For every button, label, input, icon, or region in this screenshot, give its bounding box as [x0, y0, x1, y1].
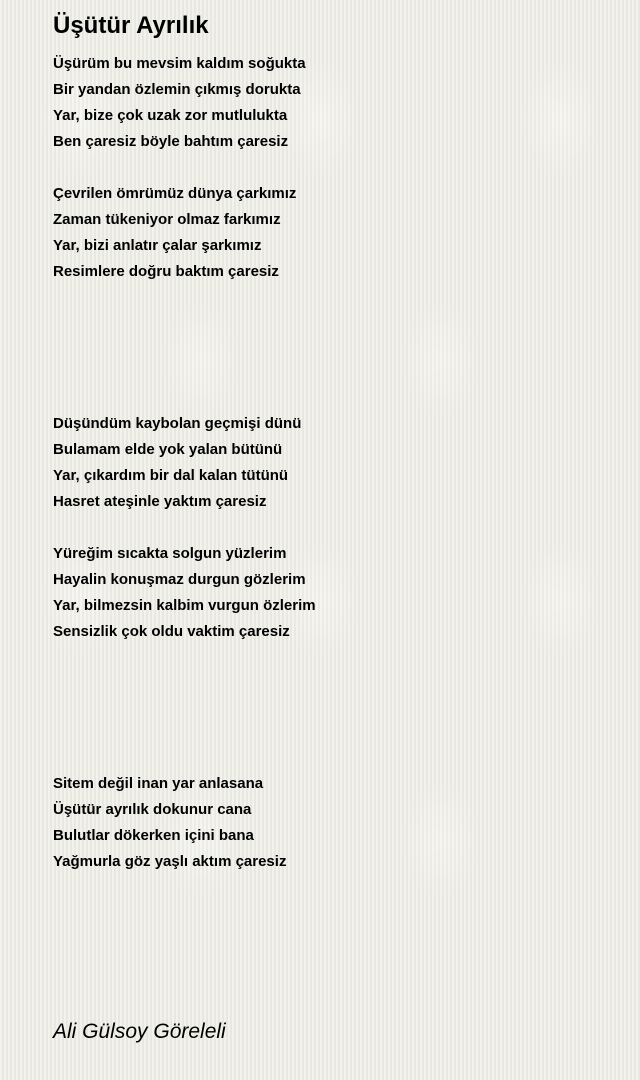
poem-line: Sensizlik çok oldu vaktim çaresiz	[53, 623, 290, 640]
poem-line: Üşütür ayrılık dokunur cana	[53, 801, 252, 818]
poem-line: Yar, bizi anlatır çalar şarkımız	[53, 237, 262, 254]
poem-line: Resimlere doğru baktım çaresiz	[53, 263, 279, 280]
poem-line: Yar, bize çok uzak zor mutlulukta	[53, 107, 288, 124]
poem-line: Yüreğim sıcakta solgun yüzlerim	[53, 545, 287, 562]
stanza-5	[53, 771, 286, 875]
poem-line: Yar, çıkardım bir dal kalan tütünü	[53, 467, 289, 484]
poem-line: Yağmurla göz yaşlı aktım çaresiz	[53, 853, 287, 870]
poem-line: Zaman tükeniyor olmaz farkımız	[53, 211, 281, 228]
stanza-3	[53, 411, 301, 515]
poem-line: Yar, bilmezsin kalbim vurgun özlerim	[53, 597, 316, 614]
poem-line: Bulamam elde yok yalan bütünü	[53, 441, 283, 458]
poem-line: Hayalin konuşmaz durgun gözlerim	[53, 571, 306, 588]
poem-line: Hasret ateşinle yaktım çaresiz	[53, 493, 267, 510]
poem-line: Sitem değil inan yar anlasana	[53, 775, 264, 792]
poem-title: Üşütür Ayrılık	[53, 12, 209, 39]
stanza-2	[53, 181, 296, 285]
poem-author: Ali Gülsoy Göreleli	[53, 1020, 226, 1043]
poem-line: Bir yandan özlemin çıkmış dorukta	[53, 81, 301, 98]
poem-line: Bulutlar dökerken içini bana	[53, 827, 254, 844]
poem-line: Düşündüm kaybolan geçmişi dünü	[53, 415, 302, 432]
stanza-4	[53, 541, 316, 645]
poem-line: Üşürüm bu mevsim kaldım soğukta	[53, 55, 306, 72]
poem-line: Ben çaresiz böyle bahtım çaresiz	[53, 133, 289, 150]
stanza-1	[53, 51, 306, 155]
poem-line: Çevrilen ömrümüz dünya çarkımız	[53, 185, 297, 202]
